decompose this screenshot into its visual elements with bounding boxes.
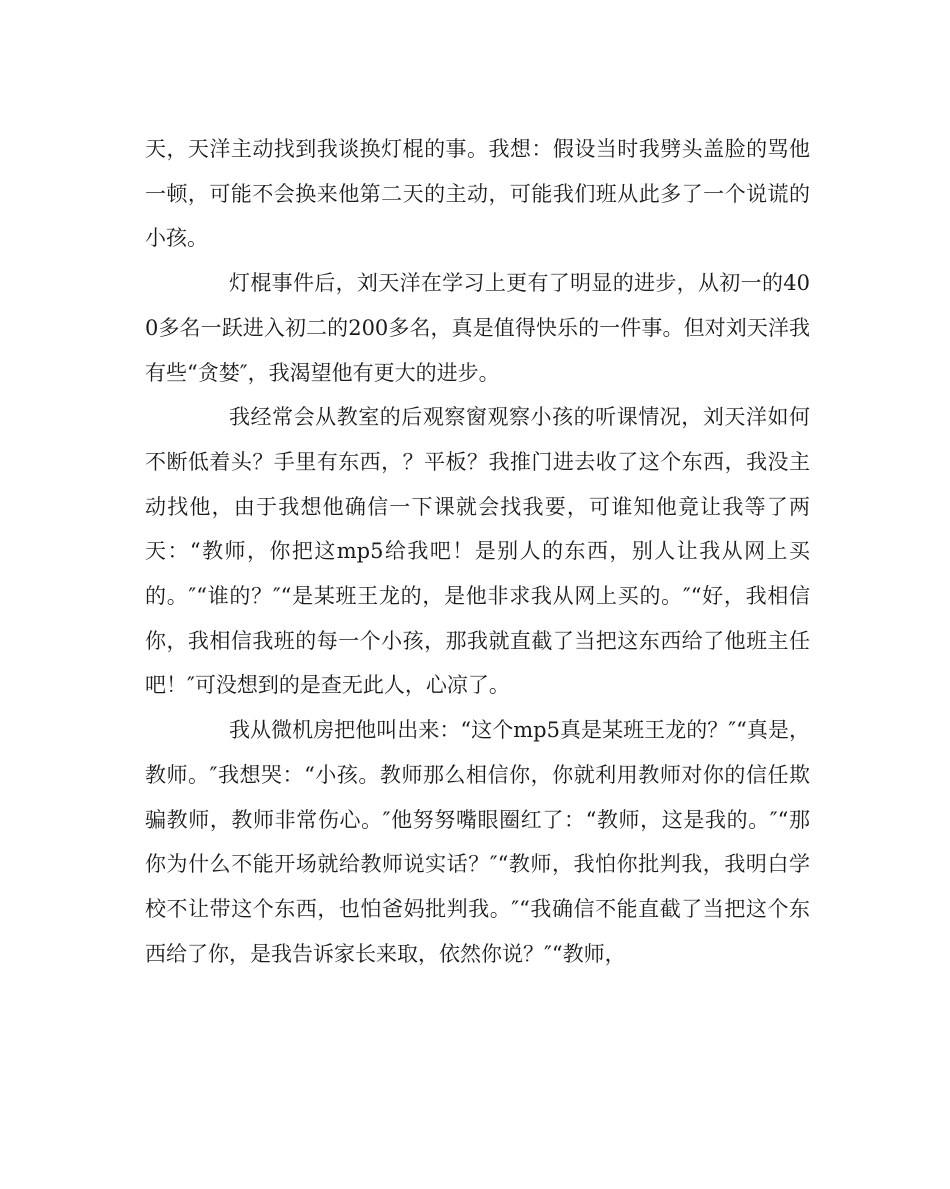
paragraph-4: 我从微机房把他叫出来：“这个mp5真是某班王龙的？″“真是，教师。″我想哭：“小孩。教师那么相信你，你就利用教师对你的信任欺骗教师，教师非常伤心。″他努努嘴眼圈红了：“教师，这是我的。″“那你为什么不能开场就给教师说实话？″“教师，我怕你批判我，我明白学校不让带这个东西，也怕爸妈批判我。″“我确信不能直截了当把这个东西给了你，是我告诉家长来取，依然你说？″“教师， (145, 718, 810, 966)
paragraph-2: 灯棍事件后，刘天洋在学习上更有了明显的进步，从初一的400多名一跃进入初二的200多名，真是值得快乐的一件事。但对刘天洋我有些“贪婪″，我渴望他有更大的进步。 (145, 271, 810, 385)
paragraph-1: 天，天洋主动找到我谈换灯棍的事。我想：假设当时我劈头盖脸的骂他一顿，可能不会换来他第二天的主动，可能我们班从此多了一个说谎的小孩。 (145, 137, 810, 251)
paragraph-3: 我经常会从教室的后观察窗观察小孩的听课情况，刘天洋如何不断低着头？手里有东西，？平板？我推门进去收了这个东西，我没主动找他，由于我想他确信一下课就会找我要，可谁知他竟让我等了两天：“教师，你把这mp5给我吧！是别人的东西，别人让我从网上买的。″“谁的？″“是某班王龙的，是他非求我从网上买的。″“好，我相信你，我相信我班的每一个小孩，那我就直截了当把这东西给了他班主任吧！″可没想到的是查无此人，心凉了。 (145, 405, 810, 698)
document-body (145, 127, 810, 976)
